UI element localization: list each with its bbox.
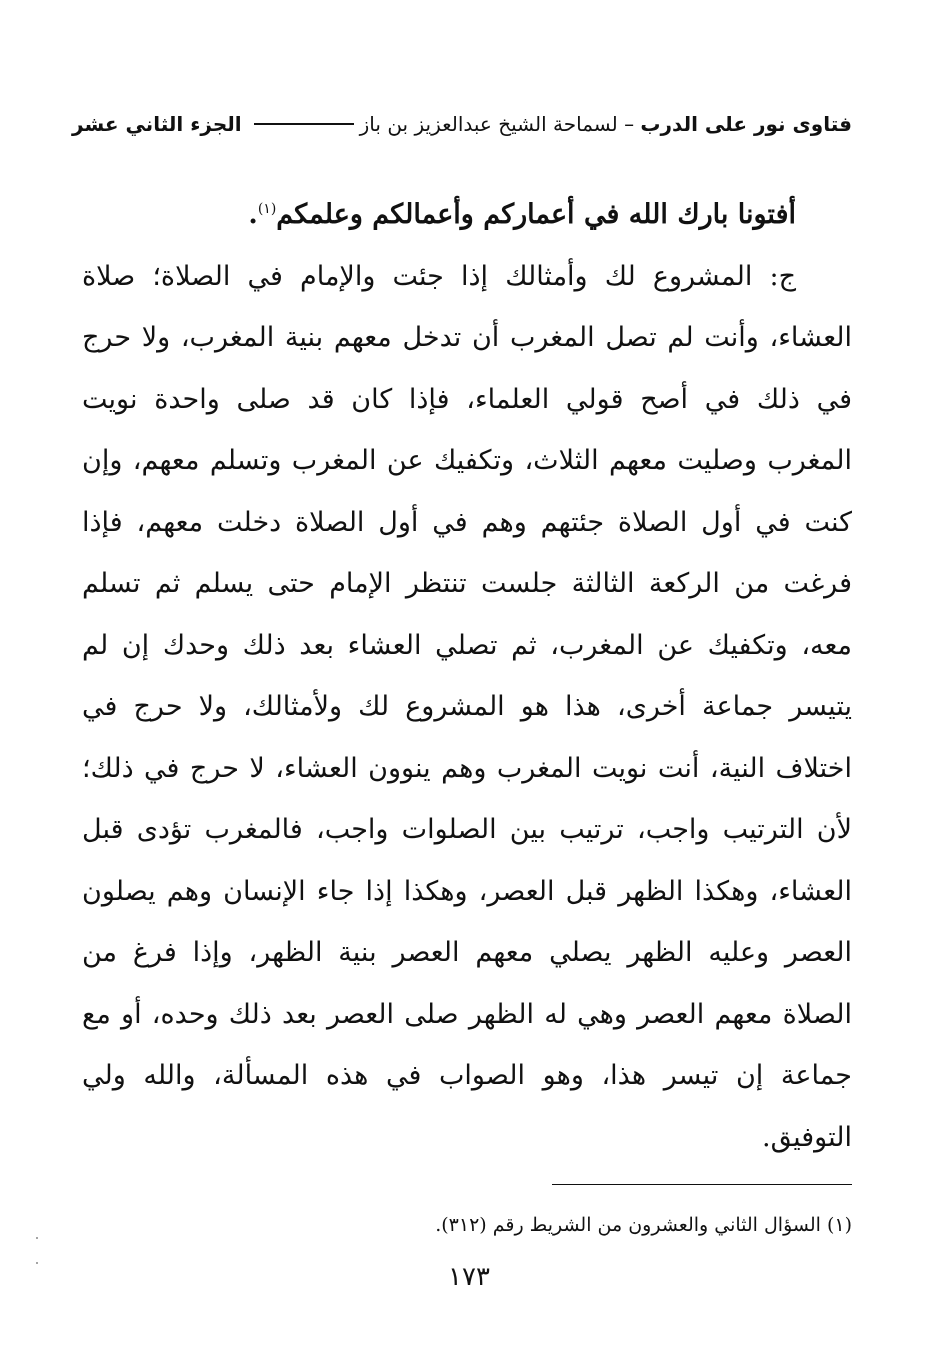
header-rule bbox=[254, 123, 354, 125]
footnote-divider bbox=[552, 1184, 852, 1185]
volume-label: الجزء الثاني عشر bbox=[72, 112, 242, 136]
footnote-reference: (١) bbox=[257, 201, 277, 217]
header-separator: – bbox=[624, 112, 635, 136]
scan-speck bbox=[36, 1237, 38, 1239]
header-right-part bbox=[360, 112, 852, 136]
answer-paragraph: ج: المشروع لك وأمثالك إذا جئت والإمام في الصلاة؛ صلاة العشاء، وأنت لم تصل المغرب أن تدخل معهم بنية المغرب، ولا حرج في ذلك في أصح قولي العلماء، فإذا كان قد صلى واحدة نويت المغرب وصليت معهم الثلاث، وتكفيك عن المغرب وتسلم معهم، وإن كنت في أول الصلاة جئتهم وهم في أول الصلاة دخلت معهم، فإذا فرغت من الركعة الثالثة جلست تنتظر الإمام حتى يسلم ثم تسلم معه، وتكفيك عن المغرب، ثم تصلي العشاء بعد ذلك وحدك إن لم يتيسر جماعة أخرى، هذا هو المشروع لك ولأمثالك، ولا حرج في اختلاف النية، أنت نويت المغرب وهم ينوون العشاء، لا حرج في ذلك؛ لأن الترتيب واجب، ترتيب بين الصلوات واجب، فالمغرب تؤدى قبل العشاء، وهكذا الظهر قبل العصر، وهكذا إذا جاء الإنسان وهم يصلون العصر وعليه الظهر يصلي معهم العصر بنية الظهر، وإذا فرغ من الصلاة معهم العصر وهي له الظهر صلى العصر بعد ذلك وحده، أو مع جماعة إن تيسر هذا، وهو الصواب في هذه المسألة، والله ولي التوفيق. bbox=[82, 260, 852, 1153]
header-left-part bbox=[72, 112, 360, 136]
running-header bbox=[72, 104, 852, 144]
scan-speck bbox=[36, 1262, 38, 1264]
question-end-punct: . bbox=[248, 199, 258, 230]
book-title: فتاوى نور على الدرب bbox=[640, 112, 852, 136]
question-text: أفتونا بارك الله في أعماركم وأعمالكم وعلمكم bbox=[276, 199, 796, 230]
page-number: ١٧٣ bbox=[448, 1262, 490, 1292]
author-name: لسماحة الشيخ عبدالعزيز بن باز bbox=[359, 112, 618, 136]
question-paragraph bbox=[82, 184, 852, 246]
main-text bbox=[82, 184, 852, 1168]
footnote: (١) السؤال الثاني والعشرون من الشريط رقم (٣١٢). bbox=[435, 1214, 852, 1236]
